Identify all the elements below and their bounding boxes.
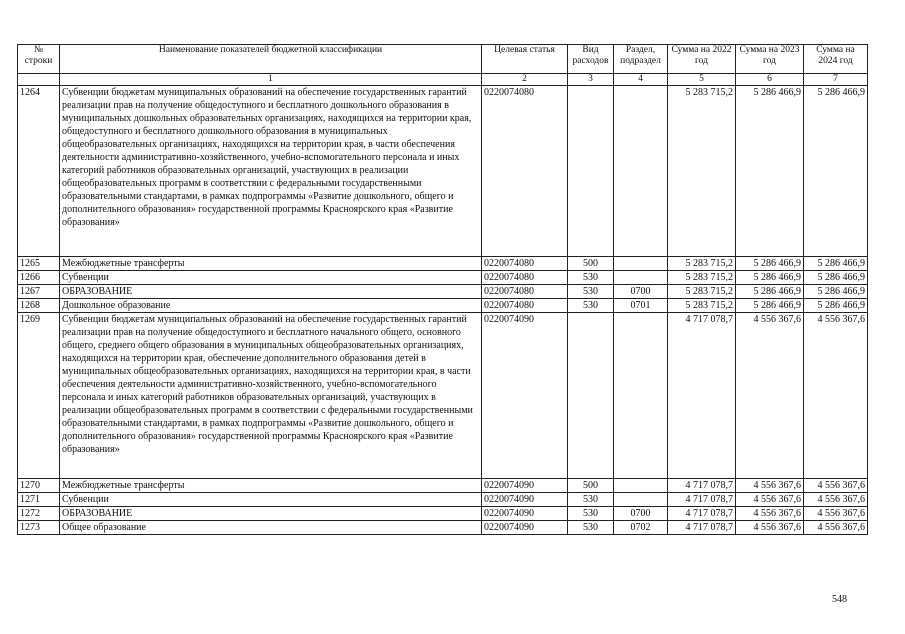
header-row: [18, 45, 868, 74]
table-row: [18, 285, 868, 299]
sum-2024: 4 556 367,6: [804, 507, 868, 521]
budget-table: [17, 44, 868, 535]
table-row: [18, 479, 868, 493]
sum-2024: 4 556 367,6: [804, 479, 868, 493]
row-name: Общее образование: [60, 521, 482, 535]
row-name: Дошкольное образование: [60, 299, 482, 313]
table-row: [18, 86, 868, 257]
sum-2022: 4 717 078,7: [668, 521, 736, 535]
sum-2022: 5 283 715,2: [668, 285, 736, 299]
table-row: [18, 521, 868, 535]
section-subsection: [614, 493, 668, 507]
column-number: [18, 74, 60, 86]
column-number: 3: [568, 74, 614, 86]
column-number: 5: [668, 74, 736, 86]
header-name: Наименование показателей бюджетной классификации: [60, 45, 482, 74]
header-sum-2022: Сумма на 2022 год: [668, 45, 736, 74]
row-name: Субвенции бюджетам муниципальных образований на обеспечение государственных гарантий реализации прав на получение общедоступного и бесплатного дошкольного образования в муниципальных дошкольных образовательных организациях, находящихся на территории края, общедоступного и бесплатного дошкольного образования в муниципальных общеобразовательных организациях, находящихся на территории края, в части обеспечения деятельности административно-хозяйственного, учебно-вспомогательного персонала и иных категорий работников образовательных организаций, участвующих в реализации общеобразовательных программ в соответствии с федеральными государственными образовательными стандартами, в рамках подпрограммы «Развитие дошкольного, общего и дополнительного образования» государственной программы Красноярского края «Развитие образования»: [60, 86, 482, 257]
table-row: [18, 507, 868, 521]
sum-2024: 4 556 367,6: [804, 521, 868, 535]
column-number-row: [18, 74, 868, 86]
page-number: 548: [832, 594, 847, 605]
table-row: [18, 493, 868, 507]
sum-2024: 5 286 466,9: [804, 285, 868, 299]
row-number: 1268: [18, 299, 60, 313]
sum-2022: 5 283 715,2: [668, 86, 736, 257]
column-number: 4: [614, 74, 668, 86]
sum-2023: 5 286 466,9: [736, 271, 804, 285]
sum-2023: 5 286 466,9: [736, 299, 804, 313]
expense-type: [568, 86, 614, 257]
header-num: № строки: [18, 45, 60, 74]
row-number: 1271: [18, 493, 60, 507]
expense-type: 530: [568, 285, 614, 299]
table-row: [18, 299, 868, 313]
header-code: Целевая статья: [482, 45, 568, 74]
section-subsection: [614, 271, 668, 285]
sum-2024: 5 286 466,9: [804, 86, 868, 257]
section-subsection: 0700: [614, 285, 668, 299]
header-sum-2024: Сумма на 2024 год: [804, 45, 868, 74]
sum-2023: 4 556 367,6: [736, 521, 804, 535]
expense-type: 530: [568, 271, 614, 285]
row-number: 1273: [18, 521, 60, 535]
section-subsection: [614, 86, 668, 257]
row-name: Субвенции бюджетам муниципальных образований на обеспечение государственных гарантий реализации прав на получение общедоступного и бесплатного начального общего, основного общего, среднего общего образования в муниципальных общеобразовательных организациях, находящихся на территории края, обеспечение дополнительного образования детей в муниципальных общеобразовательных организациях, находящихся на территории края, в части обеспечения деятельности административно-хозяйственного, учебно-вспомогательного персонала и иных категорий работников образовательных организаций, участвующих в реализации общеобразовательных программ в соответствии с федеральными государственными образовательными стандартами, в рамках подпрограммы «Развитие дошкольного, общего и дополнительного образования» государственной программы Красноярского края «Развитие образования»: [60, 313, 482, 479]
sum-2023: 5 286 466,9: [736, 285, 804, 299]
target-article: 0220074090: [482, 521, 568, 535]
section-subsection: 0701: [614, 299, 668, 313]
row-number: 1265: [18, 257, 60, 271]
sum-2022: 5 283 715,2: [668, 299, 736, 313]
sum-2023: 4 556 367,6: [736, 493, 804, 507]
section-subsection: 0700: [614, 507, 668, 521]
column-number: 1: [60, 74, 482, 86]
row-name: Межбюджетные трансферты: [60, 257, 482, 271]
header-razdel: Раздел, подраздел: [614, 45, 668, 74]
row-name: ОБРАЗОВАНИЕ: [60, 285, 482, 299]
sum-2022: 4 717 078,7: [668, 507, 736, 521]
sum-2022: 4 717 078,7: [668, 479, 736, 493]
target-article: 0220074080: [482, 86, 568, 257]
column-number: 6: [736, 74, 804, 86]
target-article: 0220074080: [482, 257, 568, 271]
expense-type: 500: [568, 257, 614, 271]
expense-type: [568, 313, 614, 479]
sum-2023: 4 556 367,6: [736, 507, 804, 521]
row-number: 1264: [18, 86, 60, 257]
sum-2023: 4 556 367,6: [736, 313, 804, 479]
sum-2024: 4 556 367,6: [804, 313, 868, 479]
target-article: 0220074090: [482, 479, 568, 493]
table-row: [18, 257, 868, 271]
sum-2023: 4 556 367,6: [736, 479, 804, 493]
target-article: 0220074090: [482, 313, 568, 479]
row-number: 1269: [18, 313, 60, 479]
sum-2024: 5 286 466,9: [804, 257, 868, 271]
sum-2023: 5 286 466,9: [736, 257, 804, 271]
column-number: 7: [804, 74, 868, 86]
sum-2022: 5 283 715,2: [668, 271, 736, 285]
expense-type: 530: [568, 507, 614, 521]
expense-type: 530: [568, 493, 614, 507]
row-name: Субвенции: [60, 271, 482, 285]
row-name: Межбюджетные трансферты: [60, 479, 482, 493]
expense-type: 530: [568, 299, 614, 313]
target-article: 0220074080: [482, 271, 568, 285]
row-name: ОБРАЗОВАНИЕ: [60, 507, 482, 521]
row-number: 1272: [18, 507, 60, 521]
section-subsection: 0702: [614, 521, 668, 535]
header-sum-2023: Сумма на 2023 год: [736, 45, 804, 74]
sum-2022: 4 717 078,7: [668, 313, 736, 479]
sum-2022: 4 717 078,7: [668, 493, 736, 507]
row-number: 1270: [18, 479, 60, 493]
row-name: Субвенции: [60, 493, 482, 507]
table-row: [18, 313, 868, 479]
sum-2024: 5 286 466,9: [804, 271, 868, 285]
target-article: 0220074090: [482, 507, 568, 521]
column-number: 2: [482, 74, 568, 86]
target-article: 0220074080: [482, 299, 568, 313]
expense-type: 530: [568, 521, 614, 535]
target-article: 0220074090: [482, 493, 568, 507]
sum-2023: 5 286 466,9: [736, 86, 804, 257]
table-row: [18, 271, 868, 285]
section-subsection: [614, 257, 668, 271]
sum-2022: 5 283 715,2: [668, 257, 736, 271]
section-subsection: [614, 313, 668, 479]
header-vid: Вид расходов: [568, 45, 614, 74]
section-subsection: [614, 479, 668, 493]
target-article: 0220074080: [482, 285, 568, 299]
sum-2024: 5 286 466,9: [804, 299, 868, 313]
sum-2024: 4 556 367,6: [804, 493, 868, 507]
expense-type: 500: [568, 479, 614, 493]
row-number: 1267: [18, 285, 60, 299]
row-number: 1266: [18, 271, 60, 285]
